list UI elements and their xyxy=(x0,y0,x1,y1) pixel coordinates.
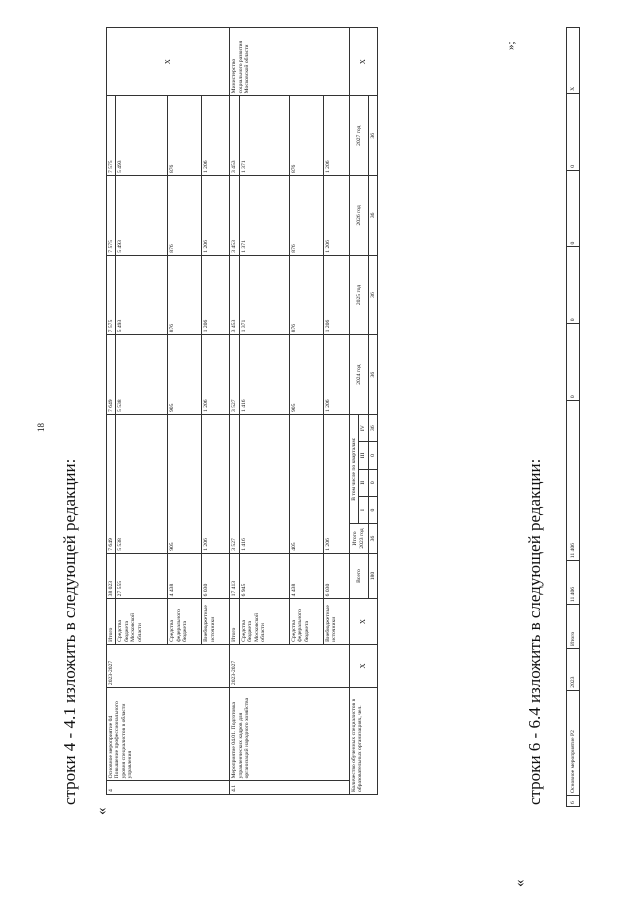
row-6-y2023: 11 406 xyxy=(567,401,580,561)
y2026-cell: 876 xyxy=(289,176,323,256)
y2023-cell: 905 xyxy=(168,415,202,554)
y2027-cell: 1 371 xyxy=(239,96,289,176)
opening-quote-1: « xyxy=(94,807,110,815)
row-4-1-num: 4.1 xyxy=(230,781,349,795)
total-cell: 6 030 xyxy=(202,553,230,599)
row-4-1-total xyxy=(230,28,239,795)
row-4-executor: X xyxy=(107,28,230,96)
row-6-total: 11 406 xyxy=(567,561,580,605)
source-cell: Средства федерального бюджета xyxy=(289,599,323,645)
result-h-2024: 2024 год xyxy=(349,335,368,415)
row-4-name: Основное мероприятие 04 Повышение профессионального уровня специалистов в области управления xyxy=(107,688,230,781)
source-cell: Итого xyxy=(230,599,239,645)
y2023-cell: 3 527 xyxy=(230,415,239,554)
source-cell: Средства бюджета Московской области xyxy=(239,599,289,645)
row-6-y2027: 0 xyxy=(567,93,580,170)
heading-rows-4-4-1: строки 4 - 4.1 изложить в следующей редакции: xyxy=(60,458,79,805)
y2027-cell: 1 206 xyxy=(323,96,349,176)
y2026-cell: 3 453 xyxy=(230,176,239,256)
y2025-cell: 876 xyxy=(168,255,202,335)
source-cell: Внебюджетные источники xyxy=(323,599,349,645)
quarter-label: I xyxy=(359,496,368,523)
y2024-cell: 1 206 xyxy=(323,335,349,415)
row-6-y2026: 0 xyxy=(567,170,580,247)
quarter-value: 36 xyxy=(368,415,377,442)
y2024-cell: 1 206 xyxy=(202,335,230,415)
row-6-num: 6 xyxy=(567,796,580,807)
row-6-period: 2023 xyxy=(567,649,580,691)
quarter-label: II xyxy=(359,469,368,496)
budget-table xyxy=(106,27,378,795)
source-cell: Внебюджетные источники xyxy=(202,599,230,645)
total-cell: 4 438 xyxy=(168,553,202,599)
row-6-executor: X xyxy=(567,28,580,94)
y2025-cell: 3 453 xyxy=(230,255,239,335)
y2024-cell: 3 527 xyxy=(230,335,239,415)
y2027-cell: 3 453 xyxy=(230,96,239,176)
quarter-value: 0 xyxy=(368,442,377,469)
y2025-cell: 1 371 xyxy=(239,255,289,335)
row-4-1-name: Мероприятие 04.01. Подготовка управленческих кадров для организаций народного хозяйства xyxy=(230,688,349,781)
y2025-cell: 5 493 xyxy=(116,255,168,335)
y2027-cell: 876 xyxy=(168,96,202,176)
row-6-table xyxy=(566,27,580,807)
result-h-itogo: Итого 2023 год xyxy=(349,524,368,554)
total-cell: 6 030 xyxy=(323,553,349,599)
y2026-cell: 7 575 xyxy=(107,176,116,256)
y2024-cell: 7 649 xyxy=(107,335,116,415)
row-4-1-period: 2023-2027 xyxy=(230,644,349,687)
quarter-label: III xyxy=(359,442,368,469)
y2023-cell: 1 206 xyxy=(202,415,230,554)
result-x2: X xyxy=(349,599,377,645)
closing-quote: »; xyxy=(505,41,517,50)
y2025-cell: 1 206 xyxy=(323,255,349,335)
y2026-cell: 1 371 xyxy=(239,176,289,256)
total-cell: 4 438 xyxy=(289,553,323,599)
result-x3: X xyxy=(349,28,377,96)
y2025-cell: 876 xyxy=(289,255,323,335)
result-name: Количество обученных специалистов в образовательных организациях, чел. xyxy=(349,688,377,795)
y2025-cell: 7 575 xyxy=(107,255,116,335)
total-cell: 6 945 xyxy=(239,553,289,599)
result-h-2025: 2025 год xyxy=(349,255,368,335)
opening-quote-2: « xyxy=(512,879,528,887)
row-6-src: Итого xyxy=(567,605,580,649)
row-6-y2024: 0 xyxy=(567,324,580,401)
result-h-total: Всего xyxy=(349,553,368,599)
y2026-cell: 1 206 xyxy=(202,176,230,256)
y2023-cell: 5 538 xyxy=(116,415,168,554)
result-header-row xyxy=(349,28,358,795)
y2024-cell: 1 416 xyxy=(239,335,289,415)
y2027-cell: 5 493 xyxy=(116,96,168,176)
total-cell: 17 413 xyxy=(230,553,239,599)
result-v-total: 180 xyxy=(368,553,377,599)
source-cell: Итого xyxy=(107,599,116,645)
page-number: 18 xyxy=(36,423,46,432)
y2024-cell: 905 xyxy=(289,335,323,415)
y2026-cell: 876 xyxy=(168,176,202,256)
result-x1: X xyxy=(349,644,377,687)
result-v-itogo: 36 xyxy=(368,524,377,554)
quarter-value: 0 xyxy=(368,496,377,523)
y2023-cell: 1 206 xyxy=(323,415,349,554)
row-4-period: 2023-2027 xyxy=(107,644,230,687)
result-h-2027: 2027 год xyxy=(349,96,368,176)
source-cell: Средства федерального бюджета xyxy=(168,599,202,645)
heading-rows-6-6-4: строки 6 - 6.4 изложить в следующей редакции: xyxy=(525,458,544,805)
row-6 xyxy=(567,28,580,807)
y2024-cell: 905 xyxy=(168,335,202,415)
row-4-num: 4 xyxy=(107,781,230,795)
quarter-value: 0 xyxy=(368,469,377,496)
y2023-cell: 405 xyxy=(289,415,323,554)
total-cell: 38 023 xyxy=(107,553,116,599)
y2025-cell: 1 206 xyxy=(202,255,230,335)
quarter-label: IV xyxy=(359,415,368,442)
result-h-2026: 2026 год xyxy=(349,176,368,256)
result-v2026: 36 xyxy=(368,176,377,256)
result-h-quarters: В том числе по кварталам: xyxy=(349,415,358,524)
y2027-cell: 7 575 xyxy=(107,96,116,176)
row-6-name: Основное мероприятие Р2 xyxy=(567,690,580,795)
result-v2025: 36 xyxy=(368,255,377,335)
y2027-cell: 1 206 xyxy=(202,96,230,176)
source-cell: Средства бюджета Московской области xyxy=(116,599,168,645)
result-v2027: 36 xyxy=(368,96,377,176)
total-cell: 27 555 xyxy=(116,553,168,599)
y2027-cell: 876 xyxy=(289,96,323,176)
y2026-cell: 1 206 xyxy=(323,176,349,256)
y2023-cell: 1 416 xyxy=(239,415,289,554)
row-4-1-executor: Министерство социального развития Московской области xyxy=(230,28,349,96)
result-v2024: 36 xyxy=(368,335,377,415)
y2024-cell: 5 538 xyxy=(116,335,168,415)
row-6-y2025: 0 xyxy=(567,247,580,324)
row-4-total xyxy=(107,28,116,795)
y2026-cell: 5 493 xyxy=(116,176,168,256)
y2023-cell: 7 649 xyxy=(107,415,116,554)
